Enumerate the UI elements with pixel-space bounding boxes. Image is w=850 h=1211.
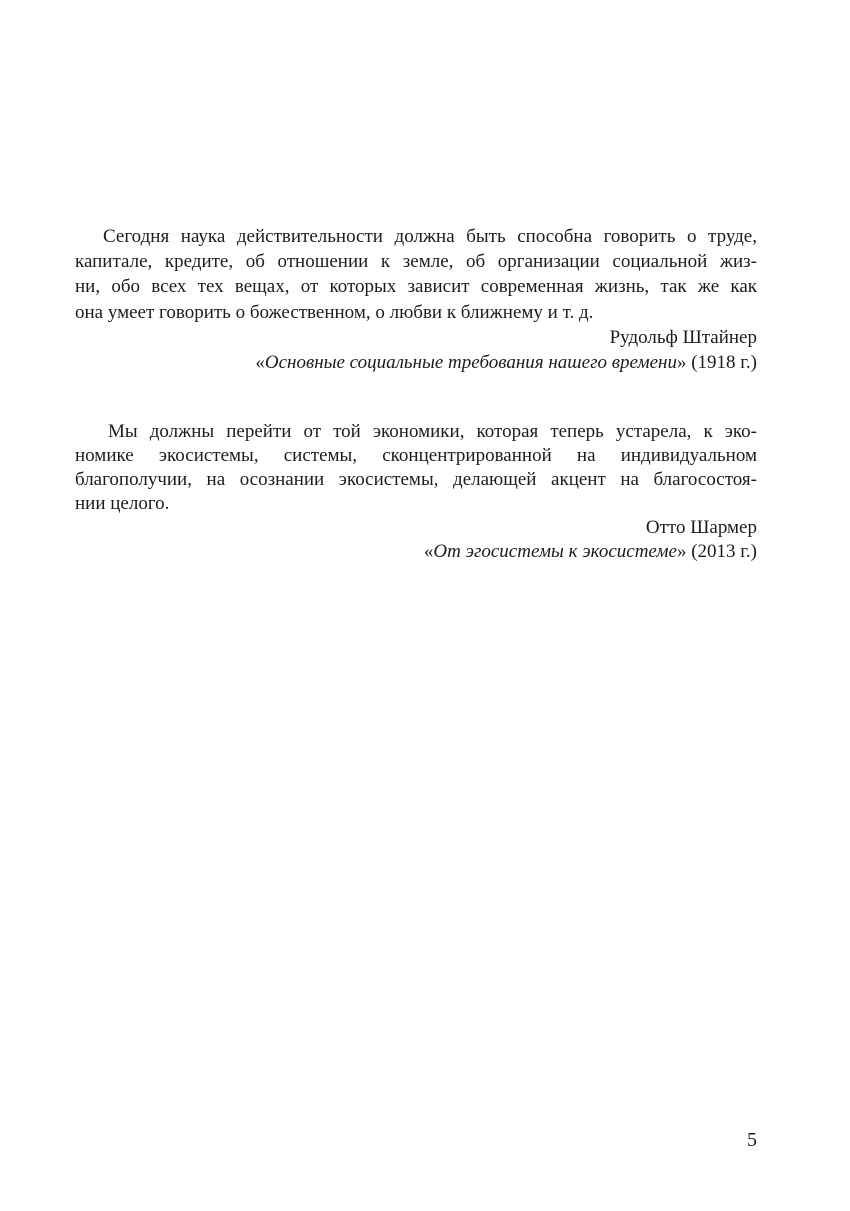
source-close-quote: » <box>676 352 687 374</box>
quote-line: благополучии, на осознании экосистемы, делающей акцент на благосостоя- <box>75 469 757 490</box>
source-year: (2013 г.) <box>691 541 757 562</box>
source-open-quote: « <box>255 352 265 374</box>
epigraph-scharmer <box>75 420 757 564</box>
page-number: 5 <box>747 1129 757 1151</box>
quote-line: ни, обо всех тех вещах, от которых зависит современная жизнь, так же как <box>75 276 757 298</box>
source-title: От эгосистемы к экосистеме <box>433 541 677 562</box>
source-open-quote: « <box>423 541 434 562</box>
quote-line: Мы должны перейти от той экономики, которая теперь устарела, к эко- <box>108 421 757 442</box>
quote-line: капитале, кредите, об отношении к земле, об организации социальной жиз- <box>75 251 757 273</box>
quote-author: Рудольф Штайнер <box>609 326 757 348</box>
epigraph-steiner <box>75 224 757 375</box>
quote-source <box>75 540 757 564</box>
quote-source <box>75 350 757 375</box>
quote-line: нии целого. <box>75 493 170 514</box>
quote-line: она умеет говорить о божественном, о любви к ближнему и т. д. <box>75 301 594 323</box>
source-year: (1918 г.) <box>691 352 757 374</box>
source-title: Основные социальные требования нашего времени <box>264 352 677 374</box>
quote-line: Сегодня наука действительности должна быть способна говорить о труде, <box>103 226 757 247</box>
source-close-quote: » <box>676 541 687 562</box>
quote-author: Отто Шармер <box>645 517 757 538</box>
quote-line: номике экосистемы, системы, сконцентрированной на индивидуальном <box>75 445 757 466</box>
